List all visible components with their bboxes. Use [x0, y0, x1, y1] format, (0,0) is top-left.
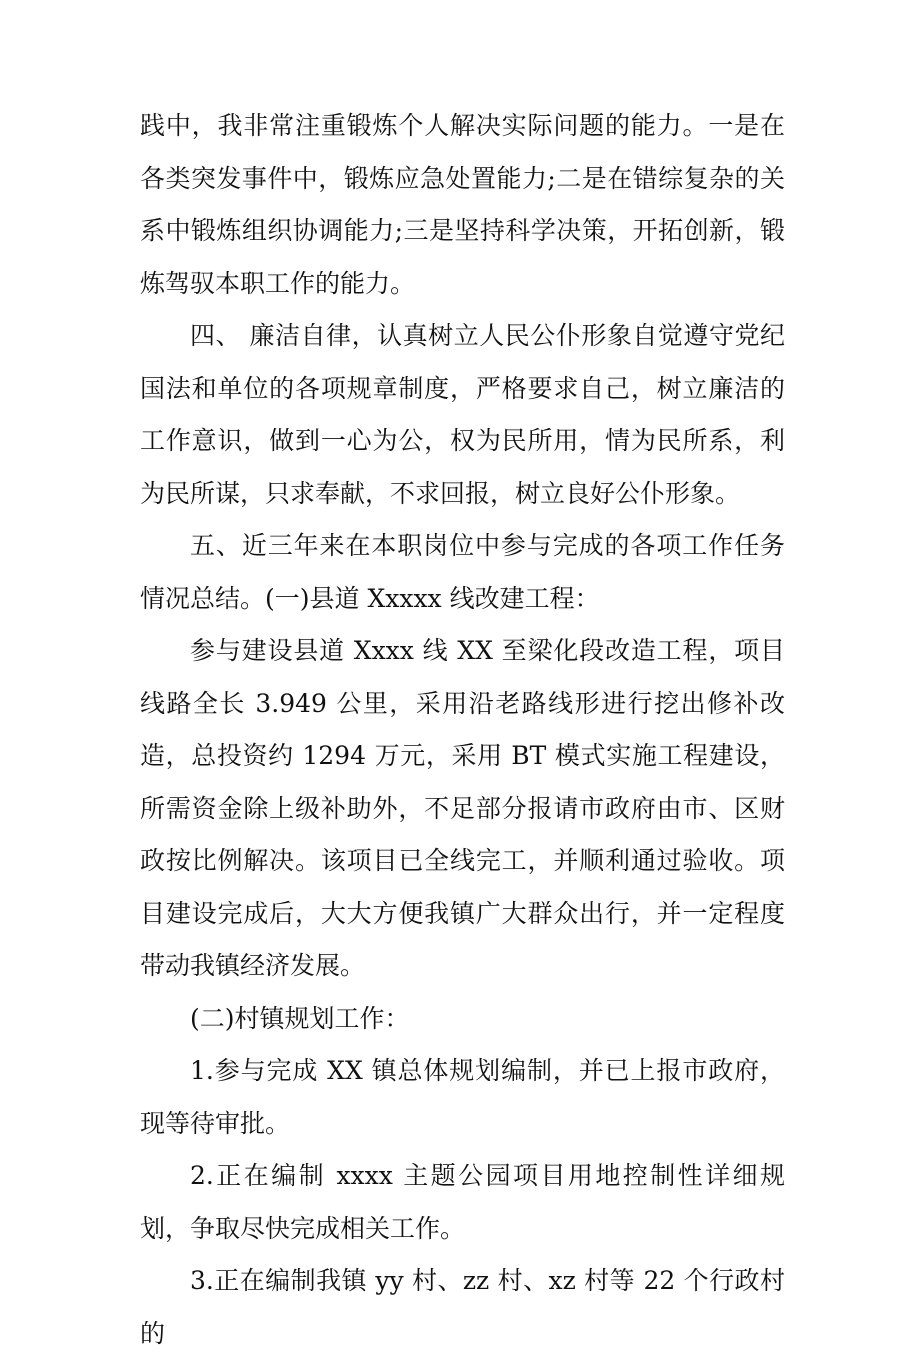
paragraph-integrity: 四、 廉洁自律，认真树立人民公仆形象自觉遵守党纪国法和单位的各项规章制度，严格要求自己，树立廉洁的工作意识，做到一心为公，权为民所用，情为民所系，利为民所谋，只求奉献，不求回报，树立良好公仆形象。 [140, 321, 785, 508]
paragraph-practice-ability: 践中，我非常注重锻炼个人解决实际问题的能力。一是在各类突发事件中，锻炼应急处置能力;二是在错综复杂的关系中锻炼组织协调能力;三是坚持科学决策，开拓创新，锻炼驾驭本职工作的能力。 [140, 111, 785, 298]
paragraph-planning-heading: (二)村镇规划工作： [190, 1003, 410, 1033]
list-item-planning-3: 3.正在编制我镇 yy 村、zz 村、xz 村等 22 个行政村的 [140, 1266, 785, 1348]
list-item-planning-1: 1.参与完成 XX 镇总体规划编制，并已上报市政府，现等待审批。 [140, 1056, 785, 1138]
document-page [140, 100, 785, 1360]
list-item-planning-2: 2.正在编制 xxxx 主题公园项目用地控制性详细规划，争取尽快完成相关工作。 [140, 1161, 785, 1243]
paragraph-road-project: 参与建设县道 Xxxx 线 XX 至梁化段改造工程，项目线路全长 3.949 公里，采用沿老路线形进行挖出修补改造，总投资约 1294 万元，采用 BT 模式实施工程建设，所需资金除上级补助外，不足部分报请市政府由市、区财政按比例解决。该项目已全线完工，并顺利通过验收。项目建设完成后，大大方便我镇广大群众出行，并一定程度带动我镇经济发展。 [140, 636, 785, 980]
paragraph-work-summary-heading: 五、近三年来在本职岗位中参与完成的各项工作任务情况总结。(一)县道 Xxxxx 线改建工程： [140, 531, 785, 613]
